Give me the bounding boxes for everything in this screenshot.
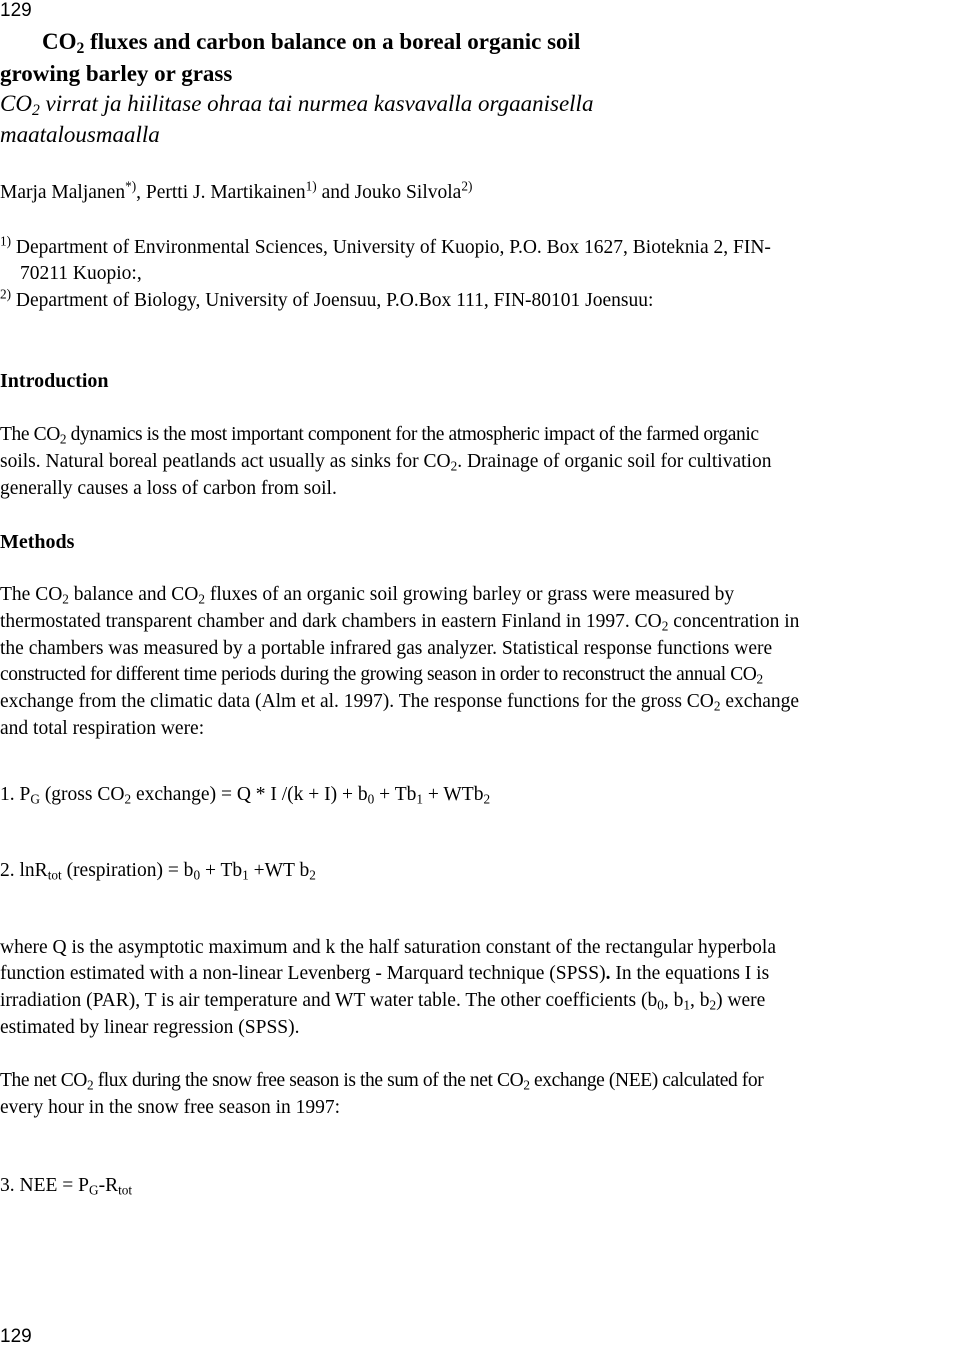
paper-subtitle-line2: maatalousmaalla: [0, 122, 160, 147]
equation-3: 3. NEE = $P_G-R_{tot}$: [0, 1175, 133, 1198]
equation-1: 1. $P_G$ (gross $CO_2$ exchange) = Q * I $/(k + I) + b_0 + Tb_1 + WTb_2$: [0, 784, 491, 807]
affiliation-2: $^{2)}$ Department of Biology, University of Joensuu, P.O.Box 111, FIN-80101 Joensuu:: [0, 286, 654, 311]
methods-p3-line-2: every hour in the snow free season in 1997:: [0, 1097, 341, 1118]
paper-title: $CO_2$ fluxes and carbon balance on a boreal organic soil: [42, 29, 581, 57]
authors: Marja Maljanen*), Pertti J. Martikainen$^{1)}$ and Jouko Silvola$^{2)}$: [0, 178, 473, 203]
intro-line-3: generally causes a loss of carbon from soil.: [0, 478, 337, 499]
page-number-top: 129: [0, 0, 32, 21]
methods-line-4: constructed for different time periods during the growing season in order to reconstruct the annual $CO_2$: [0, 664, 763, 687]
methods-p2-line-4: estimated by linear regression (SPSS).: [0, 1017, 300, 1038]
paper-title-line2: growing barley or grass: [0, 61, 233, 86]
methods-line-3: the chambers was measured by a portable infrared gas analyzer. Statistical response functions were: [0, 638, 773, 659]
methods-line-1: The $CO_2$ balance and $CO_2$ fluxes of an organic soil growing barley or grass were measured by: [0, 584, 735, 607]
intro-line-1: The $CO_2$ dynamics is the most important component for the atmospheric impact of the farmed organic: [0, 424, 759, 447]
methods-heading: Methods: [0, 531, 75, 553]
affiliation-1: $^{1)}$ Department of Environmental Sciences, University of Kuopio, P.O. Box 1627, Bioteknia 2, FIN-: [0, 233, 771, 258]
methods-line-5: exchange from the climatic data (Alm et al. 1997). The response functions for the gross $CO_2$ exchange: [0, 691, 800, 714]
methods-p2-line-1: where Q is the asymptotic maximum and k the half saturation constant of the rectangular hyperbola: [0, 937, 776, 958]
methods-line-2: thermostated transparent chamber and dark chambers in eastern Finland in 1997. $CO_2$ concentration in: [0, 611, 800, 634]
affiliation-1-line2: 70211 Kuopio:,: [20, 263, 142, 284]
equation-2: 2. lnR$_{tot}$ (respiration) = $b_0 + Tb_1 +WT$ $b_2$: [0, 860, 316, 883]
methods-p3-line-1: The net $CO_2$ flux during the snow free season is the sum of the net $CO_2$ exchange (NEE) calculated for: [0, 1070, 764, 1093]
methods-p2-line-3: irradiation (PAR), T is air temperature and WT water table. The other coefficients ($b_0$, $b_1$, $b_2$) were: [0, 990, 766, 1013]
paper-subtitle: $CO_2$ virrat ja hiilitase ohraa tai nurmea kasvavalla orgaanisella: [0, 91, 594, 119]
methods-p2-line-2: function estimated with a non-linear Levenberg - Marquard technique (SPSS). In the equations I is: [0, 963, 770, 984]
methods-line-6: and total respiration were:: [0, 718, 205, 739]
introduction-heading: Introduction: [0, 370, 109, 392]
page-number-bottom: 129: [0, 1326, 32, 1347]
intro-line-2: soils. Natural boreal peatlands act usually as sinks for $CO_2$. Drainage of organic soil for cultivation: [0, 451, 772, 474]
